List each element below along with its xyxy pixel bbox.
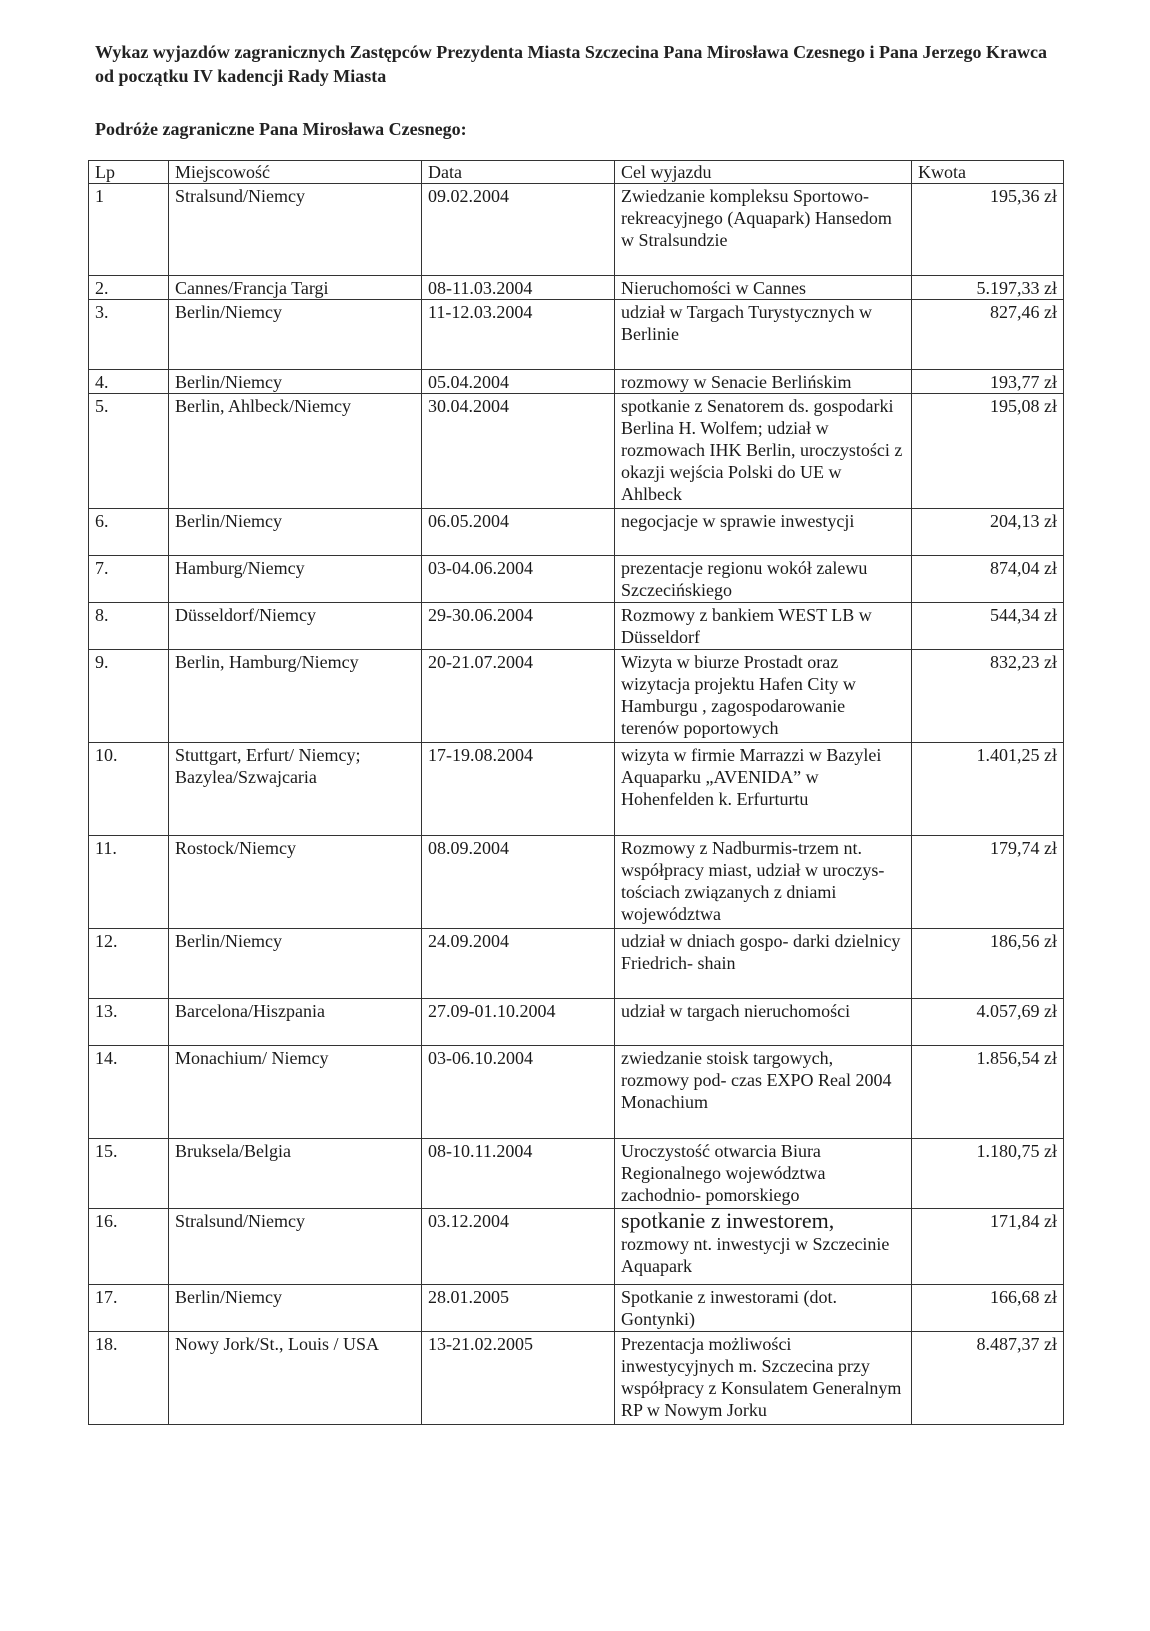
cell-purpose: Zwiedzanie kompleksu Sportowo-rekreacyjnego (Aquapark) Hansedom w Stralsundzie [615,184,912,276]
table-row [89,603,1064,650]
table-row [89,650,1064,743]
cell-lp: 15. [89,1139,169,1209]
cell-date: 05.04.2004 [422,370,615,394]
cell-place: Rostock/Niemcy [169,836,422,929]
cell-amount: 1.401,25 zł [912,743,1064,836]
cell-place: Monachium/ Niemcy [169,1046,422,1139]
cell-date: 03-04.06.2004 [422,556,615,603]
cell-date: 09.02.2004 [422,184,615,276]
cell-amount: 193,77 zł [912,370,1064,394]
cell-amount: 1.180,75 zł [912,1139,1064,1209]
cell-lp: 8. [89,603,169,650]
table-row [89,370,1064,394]
table-row [89,184,1064,276]
table-row [89,276,1064,300]
cell-place: Stralsund/Niemcy [169,184,422,276]
table-row [89,929,1064,999]
table-row [89,1046,1064,1139]
cell-date: 11-12.03.2004 [422,300,615,370]
cell-amount: 204,13 zł [912,509,1064,556]
cell-purpose: udział w targach nieruchomości [615,999,912,1046]
cell-place: Stuttgart, Erfurt/ Niemcy; Bazylea/Szwajcaria [169,743,422,836]
cell-amount: 179,74 zł [912,836,1064,929]
cell-amount: 186,56 zł [912,929,1064,999]
trips-table [88,160,1064,1425]
table-row [89,999,1064,1046]
cell-date: 03.12.2004 [422,1209,615,1285]
cell-lp: 7. [89,556,169,603]
cell-lp: 11. [89,836,169,929]
header-place: Miejscowość [169,161,422,184]
cell-purpose: Prezentacja możliwości inwestycyjnych m. Szczecina przy współpracy z Konsulatem Generalnym RP w Nowym Jorku [615,1332,912,1425]
cell-purpose: Spotkanie z inwestorami (dot. Gontynki) [615,1285,912,1332]
cell-purpose: zwiedzanie stoisk targowych, rozmowy pod- czas EXPO Real 2004 Monachium [615,1046,912,1139]
cell-date: 08-10.11.2004 [422,1139,615,1209]
cell-lp: 3. [89,300,169,370]
table-row [89,509,1064,556]
cell-place: Berlin, Hamburg/Niemcy [169,650,422,743]
cell-place: Berlin/Niemcy [169,370,422,394]
table-row [89,1332,1064,1425]
cell-purpose: rozmowy w Senacie Berlińskim [615,370,912,394]
cell-place: Hamburg/Niemcy [169,556,422,603]
header-purpose: Cel wyjazdu [615,161,912,184]
cell-place: Berlin/Niemcy [169,509,422,556]
cell-purpose: negocjacje w sprawie inwestycji [615,509,912,556]
cell-lp: 6. [89,509,169,556]
table-row [89,743,1064,836]
table-row [89,836,1064,929]
cell-date: 20-21.07.2004 [422,650,615,743]
cell-amount: 544,34 zł [912,603,1064,650]
cell-lp: 14. [89,1046,169,1139]
cell-amount: 874,04 zł [912,556,1064,603]
cell-place: Bruksela/Belgia [169,1139,422,1209]
cell-amount: 5.197,33 zł [912,276,1064,300]
cell-purpose: Nieruchomości w Cannes [615,276,912,300]
cell-date: 08.09.2004 [422,836,615,929]
cell-purpose: udział w Targach Turystycznych w Berlinie [615,300,912,370]
table-row [89,300,1064,370]
cell-date: 03-06.10.2004 [422,1046,615,1139]
cell-date: 28.01.2005 [422,1285,615,1332]
cell-place: Düsseldorf/Niemcy [169,603,422,650]
cell-lp: 9. [89,650,169,743]
cell-purpose: wizyta w firmie Marrazzi w Bazylei Aquaparku „AVENIDA” w Hohenfelden k. Erfurturtu [615,743,912,836]
document-title: Wykaz wyjazdów zagranicznych Zastępców Prezydenta Miasta Szczecina Pana Mirosława Czesnego i Pana Jerzego Krawca od początku IV kadencji Rady Miasta [95,42,1047,86]
cell-place: Berlin/Niemcy [169,300,422,370]
header-amount: Kwota [912,161,1064,184]
cell-place: Berlin/Niemcy [169,1285,422,1332]
cell-date: 27.09-01.10.2004 [422,999,615,1046]
cell-lp: 12. [89,929,169,999]
cell-lp: 4. [89,370,169,394]
cell-lp: 18. [89,1332,169,1425]
cell-amount: 195,36 zł [912,184,1064,276]
cell-amount: 4.057,69 zł [912,999,1064,1046]
cell-date: 08-11.03.2004 [422,276,615,300]
cell-place: Berlin/Niemcy [169,929,422,999]
cell-purpose-large-text: spotkanie z inwestorem, [621,1208,835,1233]
cell-lp: 1 [89,184,169,276]
cell-place: Nowy Jork/St., Louis / USA [169,1332,422,1425]
cell-amount: 171,84 zł [912,1209,1064,1285]
cell-amount: 166,68 zł [912,1285,1064,1332]
cell-amount: 195,08 zł [912,394,1064,509]
cell-purpose: spotkanie z Senatorem ds. gospodarki Berlina H. Wolfem; udział w rozmowach IHK Berlin, uroczystości z okazji wejścia Polski do UE w Ahlbeck [615,394,912,509]
cell-lp: 5. [89,394,169,509]
cell-purpose: Rozmowy z Nadburmis-trzem nt. współpracy miast, udział w uroczys- tościach związanych z dniami województwa [615,836,912,929]
cell-place: Berlin, Ahlbeck/Niemcy [169,394,422,509]
header-lp: Lp [89,161,169,184]
cell-amount: 1.856,54 zł [912,1046,1064,1139]
cell-purpose: udział w dniach gospo- darki dzielnicy Friedrich- shain [615,929,912,999]
header-date: Data [422,161,615,184]
cell-lp: 10. [89,743,169,836]
table-header-row [89,161,1064,184]
table-row [89,556,1064,603]
cell-purpose [615,1209,912,1285]
cell-date: 13-21.02.2005 [422,1332,615,1425]
cell-place: Barcelona/Hiszpania [169,999,422,1046]
cell-lp: 17. [89,1285,169,1332]
cell-lp: 16. [89,1209,169,1285]
table-row [89,1285,1064,1332]
section-subtitle: Podróże zagraniczne Pana Mirosława Czesnego: [95,119,467,139]
cell-lp: 2. [89,276,169,300]
table-row [89,394,1064,509]
cell-amount: 8.487,37 zł [912,1332,1064,1425]
cell-date: 17-19.08.2004 [422,743,615,836]
cell-purpose: Wizyta w biurze Prostadt oraz wizytacja projektu Hafen City w Hamburgu , zagospodarowanie terenów poportowych [615,650,912,743]
cell-date: 30.04.2004 [422,394,615,509]
cell-place: Stralsund/Niemcy [169,1209,422,1285]
cell-date: 06.05.2004 [422,509,615,556]
cell-place: Cannes/Francja Targi [169,276,422,300]
cell-date: 29-30.06.2004 [422,603,615,650]
cell-purpose: Rozmowy z bankiem WEST LB w Düsseldorf [615,603,912,650]
cell-purpose: Uroczystość otwarcia Biura Regionalnego województwa zachodnio- pomorskiego [615,1139,912,1209]
table-row [89,1209,1064,1285]
cell-purpose: prezentacje regionu wokół zalewu Szczecińskiego [615,556,912,603]
cell-lp: 13. [89,999,169,1046]
cell-amount: 827,46 zł [912,300,1064,370]
cell-purpose-text: rozmowy nt. inwestycji w Szczecinie Aquapark [621,1234,890,1276]
table-row [89,1139,1064,1209]
cell-date: 24.09.2004 [422,929,615,999]
cell-amount: 832,23 zł [912,650,1064,743]
